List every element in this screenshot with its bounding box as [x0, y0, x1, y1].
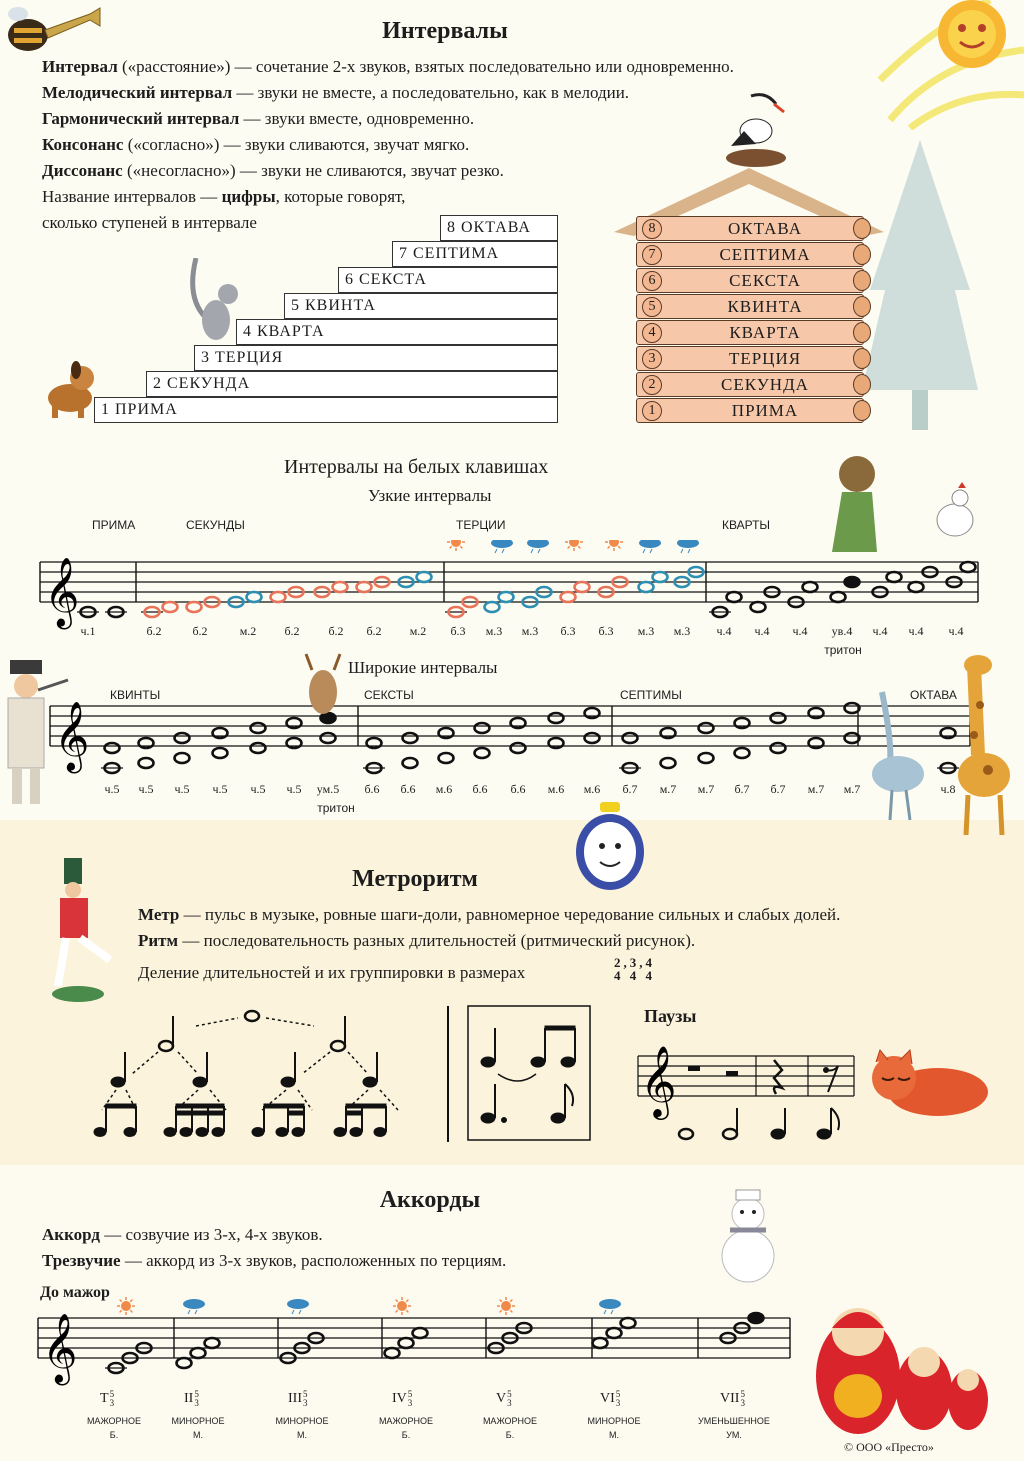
treble-clef: 𝄞 [42, 1313, 78, 1383]
time-signatures: 2 4 , 3 4 , 4 4 [614, 955, 652, 983]
time-sig-4-4: 4 4 [645, 955, 652, 983]
half-rest [726, 1071, 738, 1076]
note [163, 602, 178, 612]
whole-rest [688, 1066, 700, 1071]
interval-label: ув.4 [831, 624, 853, 638]
time-sig-2-4: 2 4 [614, 955, 621, 983]
interval-label: б.7 [770, 782, 786, 796]
quarter-rest [774, 1060, 782, 1094]
sun-icon [605, 540, 623, 551]
note [511, 743, 526, 753]
interval-label: б.7 [622, 782, 638, 796]
giraffe-illustration [944, 645, 1024, 840]
sun-icon [565, 540, 583, 551]
sixteenth-eighth-group [334, 1104, 386, 1137]
triad-chord [385, 1328, 428, 1358]
alarm-clock-illustration [572, 800, 648, 892]
interval-label: б.2 [366, 624, 382, 638]
log-8: 8 ОКТАВА [636, 216, 864, 241]
group-fifths: КВИНТЫ [110, 688, 161, 702]
chord-type: МИНОРНОЕ [171, 1416, 225, 1426]
log-4: 4 КВАРТА [636, 320, 864, 345]
note [213, 748, 228, 758]
log-2: 2 СЕКУНДА [636, 372, 864, 397]
note [619, 763, 641, 773]
note [77, 607, 99, 617]
cloud-icon [287, 1299, 309, 1314]
interval-label: ч.4 [716, 624, 732, 638]
note [831, 592, 846, 602]
note [771, 713, 786, 723]
rhythm-pattern-box [446, 1004, 606, 1144]
naming-line1: Название интервалов — цифры, которые говорят, [42, 187, 406, 206]
rooster-illustration [930, 480, 980, 550]
interval-label: ч.4 [872, 624, 888, 638]
chord-abbr: Б. [505, 1430, 515, 1440]
group-prima: ПРИМА [92, 518, 136, 532]
triad-chord [177, 1338, 220, 1368]
cloud-icon [527, 540, 549, 553]
group-octave: ОКТАВА [910, 688, 957, 702]
group-seconds: СЕКУНДЫ [186, 518, 245, 532]
def-triad: Трезвучие — аккорд из 3-х звуков, расположенных по терциям. [42, 1251, 507, 1270]
interval-label: м.3 [637, 624, 655, 638]
chord-type: МАЖОРНОЕ [482, 1416, 538, 1426]
toy-soldier-illustration [44, 856, 124, 1006]
interval-label: м.6 [547, 782, 565, 796]
note [845, 577, 860, 587]
interval-label: б.6 [364, 782, 380, 796]
interval-label: м.3 [485, 624, 503, 638]
chord-abbr: Б. [401, 1430, 411, 1440]
chord-type: МИНОРНОЕ [587, 1416, 641, 1426]
stair-4: 4 КВАРТА [236, 319, 558, 345]
wide-title: Широкие интервалы [348, 658, 498, 677]
bird-tree-illustration [822, 452, 882, 557]
chord-abbr: М. [297, 1430, 307, 1440]
chord-abbr: М. [609, 1430, 619, 1440]
sun-icon [497, 1297, 515, 1315]
log-6: 6 СЕКСТА [636, 268, 864, 293]
note [363, 763, 385, 773]
stair-6: 6 СЕКСТА [338, 267, 558, 293]
note [653, 572, 668, 582]
group-thirds: ТЕРЦИИ [456, 518, 506, 532]
note [623, 733, 638, 743]
eighth-rest [823, 1066, 838, 1092]
chords-title: Аккорды [379, 1187, 481, 1213]
note [439, 753, 454, 763]
interval-label: ч.8 [940, 782, 956, 796]
naming-line2: сколько ступеней в интервале [42, 213, 257, 232]
interval-label: ум.5 [316, 782, 340, 796]
interval-label: ч.5 [138, 782, 154, 796]
def-ritm: Ритм — последовательность разных длительностей (ритмический рисунок). [138, 931, 696, 950]
chords-staff [0, 1296, 800, 1392]
interval-label: ч.5 [286, 782, 302, 796]
copyright: © ООО «Престо» [844, 1440, 934, 1454]
note [549, 713, 564, 723]
interval-label: м.7 [697, 782, 715, 796]
eighth-sixteenth-group [252, 1104, 304, 1137]
triad-chord [593, 1318, 636, 1348]
eighth-notes [94, 1104, 136, 1137]
interval-label: б.7 [734, 782, 750, 796]
chord-abbr: Б. [109, 1430, 119, 1440]
interval-label: ч.5 [212, 782, 228, 796]
white-keys-title: Интервалы на белых клавишах [284, 456, 549, 478]
interval-label: б.2 [192, 624, 208, 638]
stair-1: 1 ПРИМА [94, 397, 558, 423]
chord-degree: VII 5 3 [720, 1389, 745, 1408]
interval-label: м.7 [659, 782, 677, 796]
interval-label: ч.5 [250, 782, 266, 796]
chord-degree: II 5 3 [184, 1389, 199, 1408]
whole-note [245, 1011, 259, 1021]
cloud-icon [677, 540, 699, 553]
note [175, 733, 190, 743]
time-sig-3-4: 3 4 [629, 955, 637, 983]
half-note-right [331, 1016, 345, 1051]
pauses-title: Паузы [644, 1006, 697, 1026]
note [357, 582, 372, 592]
note [639, 582, 654, 592]
chord-abbr: УМ. [726, 1430, 742, 1440]
note [187, 602, 202, 612]
note [141, 607, 163, 617]
interval-label: м.7 [843, 782, 861, 796]
def-consonance: Консонанс («согласно») — звуки сливаются, звучат мягко. [42, 135, 470, 154]
group-sixths: СЕКСТЫ [364, 688, 414, 702]
interval-label: б.3 [560, 624, 576, 638]
interval-label: ч.4 [948, 624, 964, 638]
interval-label: м.6 [583, 782, 601, 796]
interval-label: м.2 [409, 624, 427, 638]
cloud-icon [491, 540, 513, 553]
sun-icon [117, 1297, 135, 1315]
tritone-label-2: тритон [317, 801, 355, 815]
note [333, 582, 348, 592]
note [321, 733, 336, 743]
note [699, 723, 714, 733]
chord-degree: VI 5 3 [600, 1389, 621, 1408]
stair-5: 5 КВИНТА [284, 293, 558, 319]
sun-icon [447, 540, 465, 551]
chord-type: МАЖОРНОЕ [86, 1416, 142, 1426]
note [251, 743, 266, 753]
note [175, 753, 190, 763]
note [105, 607, 127, 617]
note [727, 592, 742, 602]
note [699, 753, 714, 763]
interval-label: б.2 [284, 624, 300, 638]
interval-label: б.6 [510, 782, 526, 796]
tritone-label-1: тритон [824, 643, 862, 657]
note [887, 572, 902, 582]
log-7: 7 СЕПТИМА [636, 242, 864, 267]
note [271, 592, 286, 602]
log-3: 3 ТЕРЦИЯ [636, 346, 864, 371]
note [251, 723, 266, 733]
chord-degree: III 5 3 [288, 1389, 308, 1408]
treble-clef: 𝄞 [54, 701, 90, 771]
interval-label: ч.4 [792, 624, 808, 638]
sixteenth-notes [164, 1104, 224, 1137]
stair-2: 2 СЕКУНДА [146, 371, 558, 397]
treble-clef: 𝄞 [640, 1044, 677, 1117]
interval-label: б.2 [328, 624, 344, 638]
group-sevenths: СЕПТИМЫ [620, 688, 682, 702]
def-melodic: Мелодический интервал — звуки не вместе, а последовательно, как в мелодии. [42, 83, 630, 102]
division-text: Деление длительностей и их группировки в размерах [138, 963, 526, 982]
key-label: До мажор [40, 1284, 110, 1301]
cloud-icon [599, 1299, 621, 1314]
note [101, 763, 123, 773]
chord-abbr: М. [193, 1430, 203, 1440]
interval-label: м.3 [673, 624, 691, 638]
note [735, 748, 750, 758]
note [475, 748, 490, 758]
note [475, 723, 490, 733]
log-1: 1 ПРИМА [636, 398, 864, 423]
duration-division-tree [86, 1000, 416, 1150]
def-metr: Метр — пульс в музыке, ровные шаги-доли, равномерное чередование сильных и слабых долей. [138, 905, 841, 924]
note [751, 602, 766, 612]
metrorhythm-title: Метроритм [352, 866, 478, 892]
sun-icon [393, 1297, 411, 1315]
pauses-staff [636, 1038, 860, 1146]
interval-label: м.2 [239, 624, 257, 638]
def-akkord: Аккорд — созвучие из 3-х, 4-х звуков. [42, 1225, 323, 1244]
intervals-title: Интервалы [382, 18, 508, 44]
stair-8: 8 ОКТАВА [440, 215, 558, 241]
chord-type: МАЖОРНОЕ [378, 1416, 434, 1426]
interval-label: м.6 [435, 782, 453, 796]
snowman-illustration [700, 1184, 800, 1294]
log-5: 5 КВИНТА [636, 294, 864, 319]
chord-degree: V 5 3 [496, 1389, 512, 1408]
treble-clef: 𝄞 [44, 557, 80, 627]
note [247, 592, 262, 602]
note [105, 743, 120, 753]
matryoshka-dolls-illustration [808, 1276, 988, 1436]
note [561, 592, 576, 602]
note [771, 743, 786, 753]
chord-type: МИНОРНОЕ [275, 1416, 329, 1426]
interval-label: м.3 [521, 624, 539, 638]
def-dissonance: Диссонанс («несогласно») — звуки не сливаются, звучат резко. [42, 161, 504, 180]
interval-label: б.2 [146, 624, 162, 638]
note [709, 607, 731, 617]
chord-type: УМЕНЬШЕННОЕ [698, 1416, 770, 1426]
note [403, 733, 418, 743]
note [909, 582, 924, 592]
half-note-left [159, 1016, 173, 1051]
note [803, 582, 818, 592]
chord-degree: T 5 3 [100, 1389, 115, 1408]
log-house [636, 212, 864, 424]
chord-degree: IV 5 3 [392, 1389, 413, 1408]
interval-label: ч.1 [80, 624, 96, 638]
stair-3: 3 ТЕРЦИЯ [194, 345, 558, 371]
note [417, 572, 432, 582]
note [139, 758, 154, 768]
interval-label: ч.4 [908, 624, 924, 638]
narrow-title: Узкие интервалы [368, 486, 492, 505]
def-harmonic: Гармонический интервал — звуки вместе, одновременно. [42, 109, 475, 128]
note [845, 733, 860, 743]
group-fourths: КВАРТЫ [722, 518, 771, 532]
note [661, 758, 676, 768]
interval-label: б.3 [450, 624, 466, 638]
stair-7: 7 СЕПТИМА [392, 241, 558, 267]
interval-label: ч.5 [174, 782, 190, 796]
sleeping-cat-illustration [866, 1048, 990, 1118]
note [485, 602, 500, 612]
note [585, 733, 600, 743]
goat-illustration [298, 652, 348, 722]
note [403, 758, 418, 768]
note [845, 703, 860, 713]
note [575, 582, 590, 592]
cloud-icon [183, 1299, 205, 1314]
note [445, 607, 467, 617]
piper-boy-illustration [0, 650, 70, 810]
interval-label: б.3 [598, 624, 614, 638]
note [499, 592, 514, 602]
def-interval: Интервал («расстояние») — сочетание 2-х звуков, взятых последовательно или одновременно. [42, 57, 734, 76]
interval-label: ч.4 [754, 624, 770, 638]
ostrich-illustration [862, 682, 932, 822]
cloud-icon [639, 540, 661, 553]
interval-label: б.6 [400, 782, 416, 796]
interval-label: ч.5 [104, 782, 120, 796]
note [961, 562, 976, 572]
interval-label: б.6 [472, 782, 488, 796]
interval-label: м.7 [807, 782, 825, 796]
